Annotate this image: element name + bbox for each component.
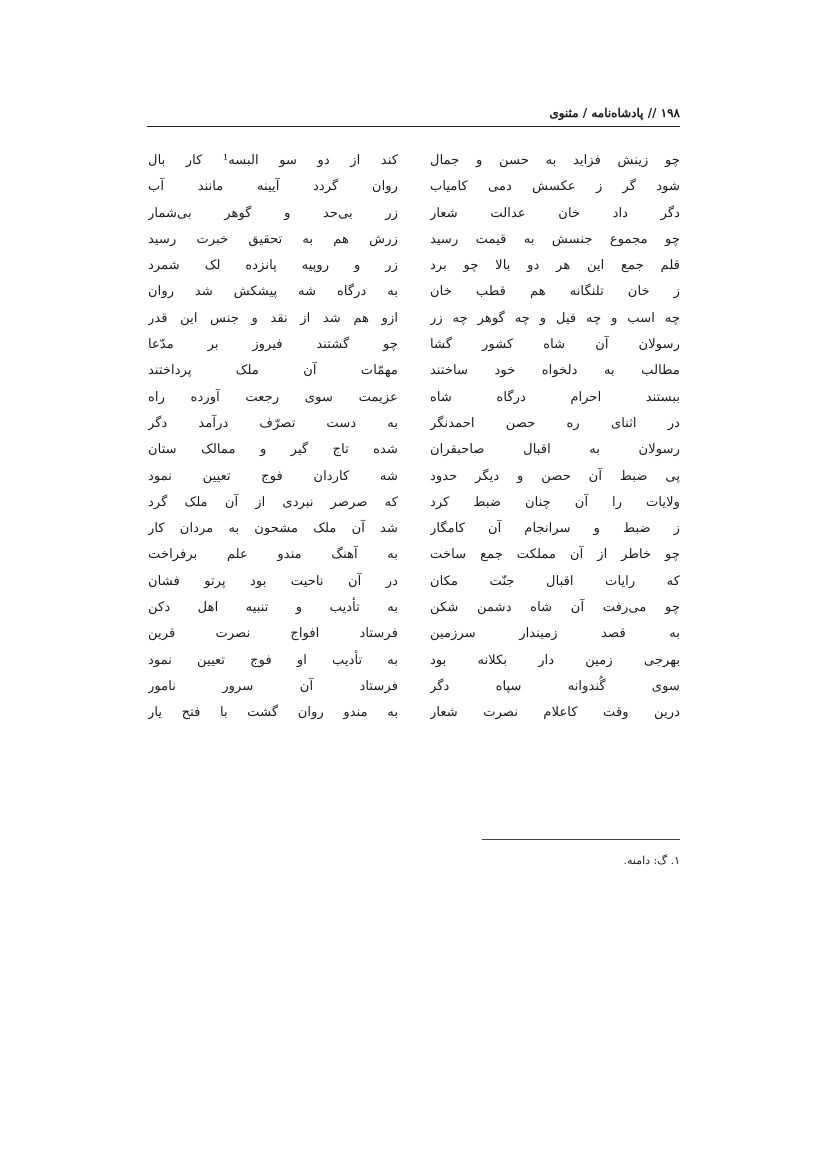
verse-line: به قصد زمیندار سرزمین (430, 626, 680, 642)
verse-line: سوی گُندوانه سپاه دگر (430, 678, 680, 694)
verse-line: در اثنای ره حصن احمدنگر (430, 415, 680, 431)
verse-line: روان گردد آیینه مانند آب (148, 179, 398, 195)
verse-line: قلم جمع این هر دو بالا چو برد (430, 258, 680, 274)
verse-line: بهرجی زمین دار بکلانه بود (430, 652, 680, 668)
verse-line: عزیمت سوی رجعت آورده راه (148, 389, 398, 405)
footnote-rule (482, 839, 680, 840)
verse-line: به آهنگ مندو علم برفراخت (148, 547, 398, 563)
verse-line: چو گشتند فیروز بر مدّعا (148, 337, 398, 353)
verse-line: که رایات اقبال جنّت مکان (430, 573, 680, 589)
header-rule (147, 126, 680, 127)
poem-column-right (430, 148, 680, 727)
verse-line: چو زینش فزاید به حسن و جمال (430, 153, 680, 168)
verse-line: مطالب به دلخواه خود ساختند (430, 363, 680, 379)
verse-line: چه اسب و چه فیل و چه گوهر چه زر (430, 310, 680, 326)
verse-line: درین وقت کاعلام نصرت شعار (430, 705, 680, 721)
verse-line: ازو هم شد از نقد و جنس این قدر (148, 310, 398, 326)
verse-line: زر و روپیه پانزده لک شمرد (148, 258, 398, 274)
verse-line: چو مجموع جنسش به قیمت رسید (430, 231, 680, 247)
verse-line: شود گر ز عکسش دمی کامیاب (430, 179, 680, 195)
verse-line: کند از دو سو البسه¹ کار بال (148, 153, 398, 168)
verse-line: رسولان به اقبال صاحبقران (430, 442, 680, 458)
verse-line: به تأدیب و تنبیه اهل دکن (148, 600, 398, 616)
verse-line: به تأدیب او فوج تعیین نمود (148, 652, 398, 668)
verse-line: ز خان تلنگانه هم قطب خان (430, 284, 680, 300)
verse-line: به مندو روان گشت با فتح یار (148, 705, 398, 721)
poem-column-left (148, 148, 398, 727)
verse-line: چو می‌رفت آن شاه دشمن شکن (430, 600, 680, 616)
verse-line: ولایات را آن چنان ضبط کرد (430, 494, 680, 510)
verse-line: ز ضبط و سرانجام آن کامگار (430, 521, 680, 537)
verse-line: فرستاد افواج نصرت قرین (148, 626, 398, 642)
verse-line: چو خاطر از آن مملکت جمع ساخت (430, 547, 680, 563)
verse-line: پی ضبط آن حصن و دیگر حدود (430, 468, 680, 484)
running-header: ۱۹۸ // پادشاه‌نامه / مثنوی (549, 106, 680, 120)
verse-line: مهمّات آن ملک پرداختند (148, 363, 398, 379)
verse-line: دگر داد خان عدالت شعار (430, 205, 680, 221)
verse-line: رسولان آن شاه کشور گشا (430, 337, 680, 353)
verse-line: شد آن ملک مشحون به مردان کار (148, 521, 398, 537)
footnote: ۱. گ: دامنه. (623, 854, 680, 867)
verse-line: در آن ناحیت بود پرتو فشان (148, 573, 398, 589)
verse-line: به درگاه شه پیشکش شد روان (148, 284, 398, 300)
verse-line: زر بی‌حد و گوهر بی‌شمار (148, 205, 398, 221)
verse-line: ببستند احرام درگاه شاه (430, 389, 680, 405)
verse-line: شه کاردان فوج تعیین نمود (148, 468, 398, 484)
verse-line: زرش هم به تحقیق خبرت رسید (148, 231, 398, 247)
verse-line: به دست تصرّف درآمد دگر (148, 415, 398, 431)
verse-line: که صرصر نبردی از آن ملک گرد (148, 494, 398, 510)
verse-line: فرستاد آن سرور نامور (148, 678, 398, 694)
verse-line: شده تاج گیر و ممالک ستان (148, 442, 398, 458)
